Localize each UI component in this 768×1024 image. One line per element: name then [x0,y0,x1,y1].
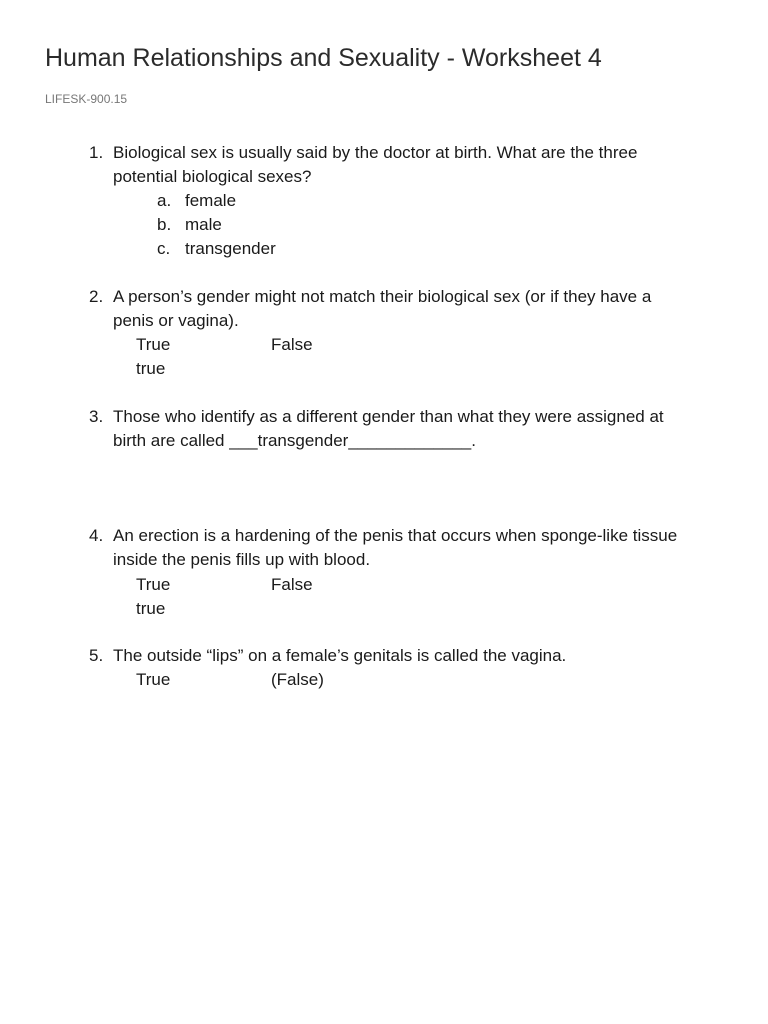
true-option: True [136,670,171,689]
option-a [157,189,237,213]
question-text: Biological sex is usually said by the doctor at birth. What are the three potential biological sexes? [113,143,638,186]
answer-text: true [136,599,166,618]
false-option: False [271,575,313,594]
question-1 [89,141,689,189]
question-text: An erection is a hardening of the penis that occurs when sponge-like tissue inside the penis fills up with blood. [113,526,678,569]
question-5 [89,644,689,668]
question-2 [89,285,689,333]
question-number: 1. [89,143,104,162]
question-number: 4. [89,526,104,545]
true-option: True [136,575,171,594]
question-number: 5. [89,646,104,665]
false-option: False [271,335,313,354]
option-b [157,213,222,237]
option-letter: a. [157,191,172,210]
false-option: (False) [271,670,324,689]
question-number: 3. [89,407,104,426]
question-text: A person’s gender might not match their biological sex (or if they have a penis or vagina). [113,287,652,330]
option-text: female [185,191,237,210]
question-4 [89,524,689,572]
question-text: Those who identify as a different gender than what they were assigned at birth are called ___transgender_____________. [113,407,664,450]
question-text: The outside “lips” on a female’s genitals is called the vagina. [113,646,567,665]
option-letter: c. [157,239,171,258]
option-text: male [185,215,222,234]
page-title: Human Relationships and Sexuality - Worksheet 4 [45,44,602,72]
option-text: transgender [185,239,276,258]
option-letter: b. [157,215,172,234]
question-number: 2. [89,287,104,306]
true-option: True [136,335,171,354]
answer-text: true [136,359,166,378]
option-c [157,237,276,261]
course-code: LIFESK-900.15 [45,92,128,106]
question-3 [89,405,689,453]
